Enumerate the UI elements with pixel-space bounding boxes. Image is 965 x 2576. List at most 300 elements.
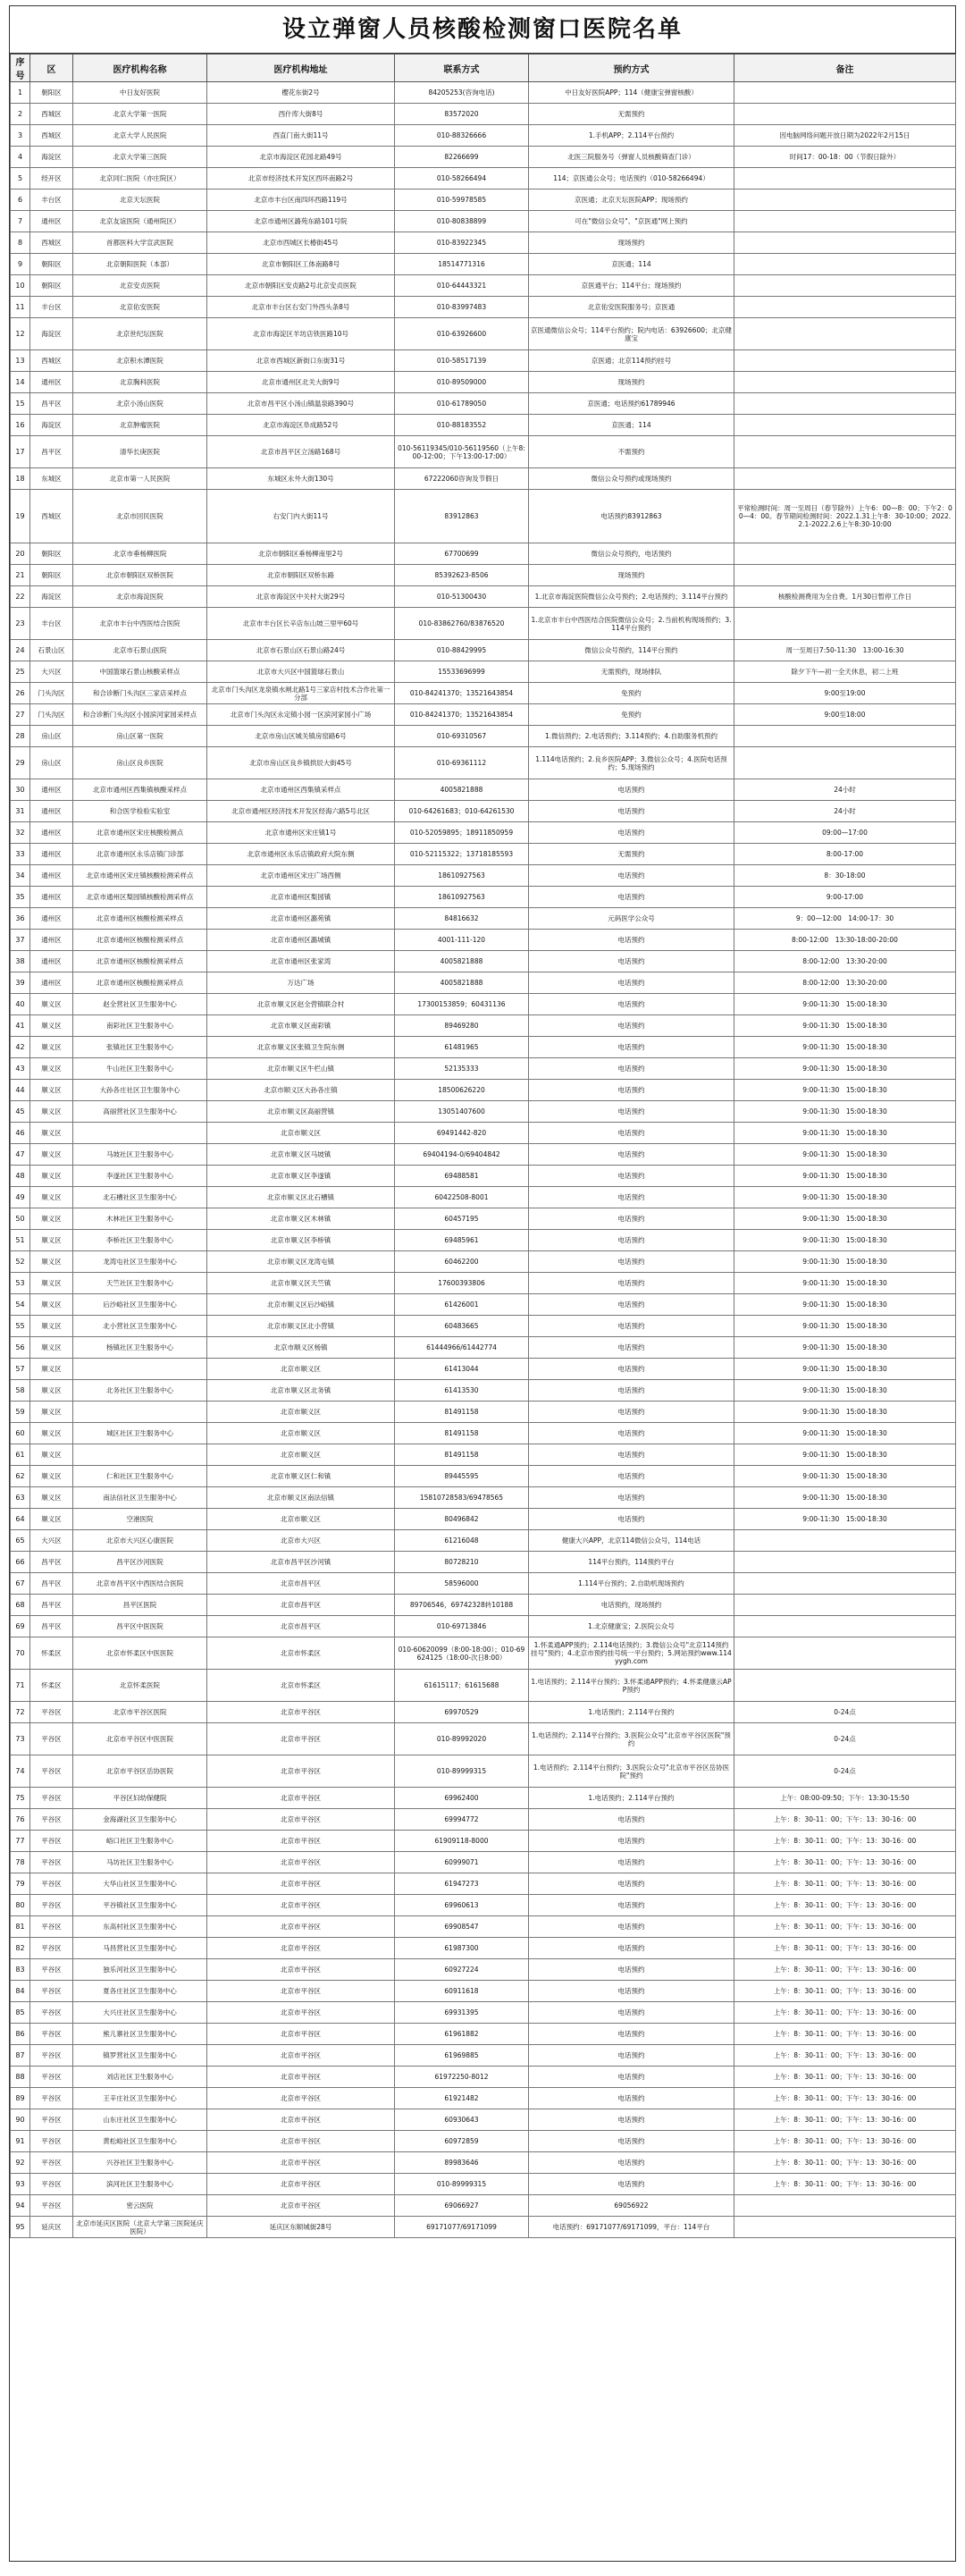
- row-index: 91: [11, 2131, 30, 2152]
- table-row: [11, 661, 956, 683]
- row-district: 平谷区: [30, 2109, 73, 2131]
- row-booking: 1.微信预约；2.电话预约；3.114预约；4.自助服务机预约: [529, 726, 734, 747]
- row-address: 北京市平谷区: [207, 1895, 395, 1916]
- table-row: [11, 1208, 956, 1230]
- row-booking: 电话预约: [529, 1959, 734, 1981]
- row-address: 北京市平谷区: [207, 2152, 395, 2174]
- row-address: 北京市通州区潞苑镇: [207, 908, 395, 930]
- row-index: 85: [11, 2002, 30, 2024]
- row-contact: 60911618: [395, 1981, 529, 2002]
- row-booking: 电话预约: [529, 1359, 734, 1380]
- row-notes: 8:00-12:00 13:30-18:00-20:00: [734, 930, 956, 951]
- row-district: 海淀区: [30, 586, 73, 608]
- row-booking: 现场预约: [529, 372, 734, 393]
- table-row: [11, 1616, 956, 1637]
- row-notes: [734, 543, 956, 565]
- row-booking: 免预约: [529, 683, 734, 704]
- row-booking: 免预约: [529, 704, 734, 726]
- row-institution: 北京市通州区宋庄核酸检测点: [73, 822, 207, 844]
- row-contact: 80496842: [395, 1509, 529, 1530]
- row-institution: 兴谷社区卫生服务中心: [73, 2152, 207, 2174]
- row-district: 平谷区: [30, 1916, 73, 1938]
- table-row: [11, 232, 956, 254]
- row-booking: 微信公众号预约，电话预约: [529, 543, 734, 565]
- row-index: 66: [11, 1552, 30, 1573]
- row-address: 北京市怀柔区: [207, 1637, 395, 1670]
- row-institution: 北京市平谷区岳协医院: [73, 1755, 207, 1788]
- table-row: [11, 779, 956, 801]
- row-booking: 电话预约: [529, 1466, 734, 1487]
- row-district: 昌平区: [30, 393, 73, 415]
- row-booking: 1.怀柔通APP预约；2.114电话预约；3.微信公众号"北京114预约挂号"预约；4.北京市预约挂号统一平台预约；5.网站预约www.114yygh.com: [529, 1637, 734, 1670]
- row-notes: [734, 232, 956, 254]
- row-address: 延庆区东顺城街28号: [207, 2217, 395, 2238]
- row-booking: 69056922: [529, 2195, 734, 2217]
- row-address: 北京市门头沟区龙泉镇水闸北路1号三家店村技术合作社第一分部: [207, 683, 395, 704]
- row-institution: 李桥社区卫生服务中心: [73, 1230, 207, 1251]
- row-address: 北京市平谷区: [207, 1702, 395, 1723]
- row-institution: 平谷镇社区卫生服务中心: [73, 1895, 207, 1916]
- row-booking: 电话预约: [529, 1187, 734, 1208]
- row-district: 西城区: [30, 232, 73, 254]
- table-row: [11, 586, 956, 608]
- row-index: 90: [11, 2109, 30, 2131]
- row-address: 北京市平谷区: [207, 1755, 395, 1788]
- row-index: 38: [11, 951, 30, 972]
- row-district: 昌平区: [30, 1573, 73, 1595]
- header-notes: 备注: [734, 55, 956, 82]
- row-address: 北京市通州区北关大街9号: [207, 372, 395, 393]
- row-notes: 8：30-18:00: [734, 865, 956, 887]
- table-row: [11, 972, 956, 994]
- row-contact: 61413044: [395, 1359, 529, 1380]
- row-index: 57: [11, 1359, 30, 1380]
- row-booking: 元码医学公众号: [529, 908, 734, 930]
- row-institution: 北小营社区卫生服务中心: [73, 1316, 207, 1337]
- row-notes: [734, 747, 956, 779]
- row-notes: 核酸检测费用为全自费。1月30日暂停工作日: [734, 586, 956, 608]
- row-address: 北京市平谷区: [207, 2131, 395, 2152]
- row-institution: 密云医院: [73, 2195, 207, 2217]
- row-district: 平谷区: [30, 1788, 73, 1809]
- row-notes: [734, 1595, 956, 1616]
- row-index: 50: [11, 1208, 30, 1230]
- table-row: [11, 2024, 956, 2045]
- row-institution: 北京怀柔医院: [73, 1670, 207, 1702]
- row-contact: 18610927563: [395, 865, 529, 887]
- row-district: 平谷区: [30, 1723, 73, 1755]
- row-contact: 69962400: [395, 1788, 529, 1809]
- row-index: 63: [11, 1487, 30, 1509]
- row-index: 84: [11, 1981, 30, 2002]
- row-institution: 北京市平谷区中医医院: [73, 1723, 207, 1755]
- row-index: 72: [11, 1702, 30, 1723]
- row-institution: 独乐河社区卫生服务中心: [73, 1959, 207, 1981]
- table-row: [11, 1337, 956, 1359]
- row-address: 北京市昌平区沙河镇: [207, 1552, 395, 1573]
- row-notes: 周一至周日7:50-11:30 13:00-16:30: [734, 640, 956, 661]
- row-institution: 北京市怀柔区中医医院: [73, 1637, 207, 1670]
- row-institution: 木林社区卫生服务中心: [73, 1208, 207, 1230]
- row-index: 7: [11, 211, 30, 232]
- header-index: 序号: [11, 55, 30, 82]
- table-row: [11, 1444, 956, 1466]
- row-institution: 龙湾屯社区卫生服务中心: [73, 1251, 207, 1273]
- row-contact: 83572020: [395, 104, 529, 125]
- row-index: 89: [11, 2088, 30, 2109]
- row-notes: [734, 726, 956, 747]
- row-booking: 电话预约: [529, 1916, 734, 1938]
- row-index: 58: [11, 1380, 30, 1402]
- row-booking: 电话预约: [529, 2002, 734, 2024]
- row-institution: 房山区良乡医院: [73, 747, 207, 779]
- row-district: 西城区: [30, 350, 73, 372]
- row-address: 北京市通州区梨园镇: [207, 887, 395, 908]
- row-district: 朝阳区: [30, 254, 73, 275]
- row-address: 北京市平谷区: [207, 1852, 395, 1873]
- row-index: 81: [11, 1916, 30, 1938]
- row-contact: 010-56119345/010-56119560（上午8:00-12:00；下午13:00-17:00）: [395, 436, 529, 468]
- row-booking: 微信公众号预约，114平台预约: [529, 640, 734, 661]
- row-address: 北京市平谷区: [207, 1809, 395, 1831]
- row-notes: [734, 168, 956, 189]
- row-address: 北京市顺义区南法信镇: [207, 1487, 395, 1509]
- row-institution: 昌平区中医医院: [73, 1616, 207, 1637]
- row-notes: 9:00-11:30 15:00-18:30: [734, 994, 956, 1015]
- row-index: 14: [11, 372, 30, 393]
- row-contact: 13051407600: [395, 1101, 529, 1123]
- row-address: 北京市海淀区花园北路49号: [207, 147, 395, 168]
- row-district: 平谷区: [30, 1959, 73, 1981]
- row-address: 北京市顺义区: [207, 1123, 395, 1144]
- row-institution: 北务社区卫生服务中心: [73, 1380, 207, 1402]
- row-contact: 84816632: [395, 908, 529, 930]
- row-institution: 北京市第一人民医院: [73, 468, 207, 490]
- row-institution: 北京大学人民医院: [73, 125, 207, 147]
- row-notes: 上午：8：30-11：00；下午：13：30-16：00: [734, 1852, 956, 1873]
- row-district: 房山区: [30, 747, 73, 779]
- row-institution: 昌平区医院: [73, 1595, 207, 1616]
- row-contact: 010-69713846: [395, 1616, 529, 1637]
- table-row: [11, 1230, 956, 1251]
- table-body: [11, 82, 956, 2238]
- row-address: 北京市大兴区中国篮球石景山: [207, 661, 395, 683]
- row-index: 69: [11, 1616, 30, 1637]
- row-booking: 114平台预约，114预约平台: [529, 1552, 734, 1573]
- table-row: [11, 1916, 956, 1938]
- table-row: [11, 350, 956, 372]
- table-row: [11, 1015, 956, 1037]
- row-booking: 京医通平台；114平台；现场预约: [529, 275, 734, 297]
- row-index: 61: [11, 1444, 30, 1466]
- row-contact: 69171077/69171099: [395, 2217, 529, 2238]
- row-notes: [734, 254, 956, 275]
- table-row: [11, 297, 956, 318]
- row-booking: 电话预约: [529, 1080, 734, 1101]
- row-district: 东城区: [30, 468, 73, 490]
- row-district: 丰台区: [30, 608, 73, 640]
- row-booking: 电话预约: [529, 2174, 734, 2195]
- row-index: 95: [11, 2217, 30, 2238]
- row-district: 通州区: [30, 908, 73, 930]
- row-notes: 9:00-11:30 15:00-18:30: [734, 1337, 956, 1359]
- row-district: 顺义区: [30, 1080, 73, 1101]
- row-district: 海淀区: [30, 318, 73, 350]
- row-booking: 1.电话预约；2.114平台预约；3.怀柔通APP预约；4.怀柔健康云APP预约: [529, 1670, 734, 1702]
- row-contact: 010-89992020: [395, 1723, 529, 1755]
- row-index: 13: [11, 350, 30, 372]
- table-row: [11, 1959, 956, 1981]
- row-institution: 清华长庚医院: [73, 436, 207, 468]
- row-booking: 1.北京健康宝；2.医院公众号: [529, 1616, 734, 1637]
- row-address: 北京市顺义区: [207, 1423, 395, 1444]
- row-index: 48: [11, 1166, 30, 1187]
- table-row: [11, 1723, 956, 1755]
- row-index: 67: [11, 1573, 30, 1595]
- table-row: [11, 1359, 956, 1380]
- row-district: 顺义区: [30, 1101, 73, 1123]
- row-notes: 9:00-11:30 15:00-18:30: [734, 1359, 956, 1380]
- row-district: 西城区: [30, 490, 73, 543]
- row-institution: 中国篮球石景山核酸采样点: [73, 661, 207, 683]
- row-institution: [73, 1444, 207, 1466]
- row-address: 西什库大街8号: [207, 104, 395, 125]
- row-index: 19: [11, 490, 30, 543]
- row-index: 62: [11, 1466, 30, 1487]
- row-notes: 09:00—17:00: [734, 822, 956, 844]
- table-row: [11, 747, 956, 779]
- table-row: [11, 189, 956, 211]
- row-institution: 北京市延庆区医院（北京大学第三医院延庆医院）: [73, 2217, 207, 2238]
- table-row: [11, 822, 956, 844]
- row-notes: 0-24点: [734, 1702, 956, 1723]
- row-address: 北京市平谷区: [207, 1916, 395, 1938]
- row-index: 45: [11, 1101, 30, 1123]
- row-notes: 上午：8：30-11：00；下午：13：30-16：00: [734, 1981, 956, 2002]
- row-district: 顺义区: [30, 1402, 73, 1423]
- row-district: 平谷区: [30, 1938, 73, 1959]
- row-notes: 9:00-11:30 15:00-18:30: [734, 1402, 956, 1423]
- table-row: [11, 490, 956, 543]
- row-booking: 电话预约: [529, 1251, 734, 1273]
- row-institution: 北京积水潭医院: [73, 350, 207, 372]
- row-address: 北京市平谷区: [207, 1873, 395, 1895]
- row-district: 平谷区: [30, 2131, 73, 2152]
- row-index: 52: [11, 1251, 30, 1273]
- row-notes: 除夕下午—初一全天休息，初二上班: [734, 661, 956, 683]
- row-notes: [734, 297, 956, 318]
- row-booking: 电话预约，现场预约: [529, 1595, 734, 1616]
- row-notes: 9：00—12:00 14:00-17：30: [734, 908, 956, 930]
- row-contact: 61969885: [395, 2045, 529, 2067]
- row-address: 东城区永外大街130号: [207, 468, 395, 490]
- row-booking: 电话预约: [529, 1380, 734, 1402]
- table-row: [11, 1316, 956, 1337]
- row-notes: 上午：08:00-09:50；下午：13:30-15:50: [734, 1788, 956, 1809]
- row-notes: 9:00-11:30 15:00-18:30: [734, 1080, 956, 1101]
- row-contact: 69908547: [395, 1916, 529, 1938]
- table-row: [11, 844, 956, 865]
- row-index: 41: [11, 1015, 30, 1037]
- row-contact: 010-83922345: [395, 232, 529, 254]
- row-index: 10: [11, 275, 30, 297]
- row-address: 北京市顺义区赵全营镇联合村: [207, 994, 395, 1015]
- row-booking: 无需预约: [529, 844, 734, 865]
- row-index: 23: [11, 608, 30, 640]
- row-index: 78: [11, 1852, 30, 1873]
- row-booking: 电话预约: [529, 1294, 734, 1316]
- row-institution: 北京大学第三医院: [73, 147, 207, 168]
- table-row: [11, 930, 956, 951]
- row-booking: 健康大兴APP，北京114微信公众号，114电话: [529, 1530, 734, 1552]
- row-institution: 夏各庄社区卫生服务中心: [73, 1981, 207, 2002]
- row-contact: 83912863: [395, 490, 529, 543]
- document-sheet: [9, 5, 956, 2562]
- row-district: 顺义区: [30, 1144, 73, 1166]
- row-address: 北京市丰台区右安门外西头条8号: [207, 297, 395, 318]
- row-contact: 81491158: [395, 1423, 529, 1444]
- row-district: 通州区: [30, 972, 73, 994]
- row-index: 1: [11, 82, 30, 104]
- table-row: [11, 887, 956, 908]
- row-address: 北京市平谷区: [207, 1788, 395, 1809]
- row-index: 60: [11, 1423, 30, 1444]
- row-index: 65: [11, 1530, 30, 1552]
- row-district: 平谷区: [30, 2045, 73, 2067]
- row-district: 丰台区: [30, 189, 73, 211]
- row-address: 北京市平谷区: [207, 1938, 395, 1959]
- row-index: 92: [11, 2152, 30, 2174]
- row-booking: 114；京医通公众号；电话预约（010-58266494）: [529, 168, 734, 189]
- table-row: [11, 468, 956, 490]
- row-address: 北京市顺义区仁和镇: [207, 1466, 395, 1487]
- row-contact: 18514771316: [395, 254, 529, 275]
- row-institution: 房山区第一医院: [73, 726, 207, 747]
- row-institution: 赵全营社区卫生服务中心: [73, 994, 207, 1015]
- row-district: 西城区: [30, 125, 73, 147]
- row-booking: 电话预约: [529, 951, 734, 972]
- row-institution: 北京市回民医院: [73, 490, 207, 543]
- row-address: 北京市大兴区: [207, 1530, 395, 1552]
- row-district: 通州区: [30, 801, 73, 822]
- row-notes: [734, 211, 956, 232]
- row-institution: 北京市海淀医院: [73, 586, 207, 608]
- row-booking: 电话预约83912863: [529, 490, 734, 543]
- row-address: 北京市顺义区: [207, 1402, 395, 1423]
- table-row: [11, 1938, 956, 1959]
- row-index: 80: [11, 1895, 30, 1916]
- header-booking: 预约方式: [529, 55, 734, 82]
- row-notes: [734, 1616, 956, 1637]
- row-index: 82: [11, 1938, 30, 1959]
- row-index: 86: [11, 2024, 30, 2045]
- row-contact: 69491442-820: [395, 1123, 529, 1144]
- row-notes: [734, 372, 956, 393]
- row-booking: 电话预约: [529, 887, 734, 908]
- row-district: 通州区: [30, 779, 73, 801]
- row-address: 北京市通州区宋庄镇1号: [207, 822, 395, 844]
- row-index: 2: [11, 104, 30, 125]
- header-district: 区: [30, 55, 73, 82]
- row-booking: 京医通；北京天坛医院APP；现场预约: [529, 189, 734, 211]
- row-institution: 镇罗营社区卫生服务中心: [73, 2045, 207, 2067]
- row-institution: 北京市大兴区心康医院: [73, 1530, 207, 1552]
- row-contact: 61426001: [395, 1294, 529, 1316]
- row-notes: [734, 1552, 956, 1573]
- row-contact: 010-89999315: [395, 2174, 529, 2195]
- row-notes: 9:00-11:30 15:00-18:30: [734, 1144, 956, 1166]
- row-booking: 电话预约: [529, 1981, 734, 2002]
- row-address: 北京市平谷区: [207, 1981, 395, 2002]
- row-district: 平谷区: [30, 2195, 73, 2217]
- row-booking: 电话预约: [529, 801, 734, 822]
- row-booking: 北京佑安医院服务号；京医通: [529, 297, 734, 318]
- row-contact: 010-52059895；18911850959: [395, 822, 529, 844]
- row-address: 北京市平谷区: [207, 2045, 395, 2067]
- row-institution: 大华山社区卫生服务中心: [73, 1873, 207, 1895]
- row-index: 94: [11, 2195, 30, 2217]
- row-index: 18: [11, 468, 30, 490]
- table-row: [11, 1294, 956, 1316]
- row-address: 北京市顺义区高丽营镇: [207, 1101, 395, 1123]
- row-notes: 9:00-11:30 15:00-18:30: [734, 1423, 956, 1444]
- table-row: [11, 1466, 956, 1487]
- row-contact: 4005821888: [395, 951, 529, 972]
- row-notes: 9:00-11:30 15:00-18:30: [734, 1294, 956, 1316]
- table-row: [11, 1058, 956, 1080]
- row-institution: 刘店社区卫生服务中心: [73, 2067, 207, 2088]
- row-booking: 可在"微信公众号"、"京医通"网上预约: [529, 211, 734, 232]
- row-notes: 上午：8：30-11：00；下午：13：30-16：00: [734, 1873, 956, 1895]
- row-district: 平谷区: [30, 1755, 73, 1788]
- row-booking: 1.电话预约；2.114平台预约: [529, 1788, 734, 1809]
- table-row: [11, 1788, 956, 1809]
- row-institution: 北京肿瘤医院: [73, 415, 207, 436]
- row-contact: 61413530: [395, 1380, 529, 1402]
- row-contact: 61987300: [395, 1938, 529, 1959]
- row-institution: 北京市昌平区中西医结合医院: [73, 1573, 207, 1595]
- table-row: [11, 2109, 956, 2131]
- row-notes: 9:00至18:00: [734, 704, 956, 726]
- row-notes: [734, 350, 956, 372]
- row-address: 北京市顺义区牛栏山镇: [207, 1058, 395, 1080]
- row-district: 平谷区: [30, 2152, 73, 2174]
- row-booking: 电话预约: [529, 1809, 734, 1831]
- table-row: [11, 1509, 956, 1530]
- row-contact: 89445595: [395, 1466, 529, 1487]
- table-row: [11, 1809, 956, 1831]
- row-institution: 北京友谊医院（通州院区）: [73, 211, 207, 232]
- row-contact: 60999071: [395, 1852, 529, 1873]
- row-district: 顺义区: [30, 1208, 73, 1230]
- row-booking: 京医通；电话预约61789946: [529, 393, 734, 415]
- row-institution: 北京安贞医院: [73, 275, 207, 297]
- row-address: 北京市顺义区北小营镇: [207, 1316, 395, 1337]
- row-district: 顺义区: [30, 1273, 73, 1294]
- row-address: 北京市丰台区长辛店东山坡三里甲60号: [207, 608, 395, 640]
- row-contact: 61444966/61442774: [395, 1337, 529, 1359]
- row-booking: 电话预约: [529, 1509, 734, 1530]
- row-notes: 9:00-11:30 15:00-18:30: [734, 1123, 956, 1144]
- row-address: 北京市海淀区中关村大街29号: [207, 586, 395, 608]
- row-notes: [734, 1637, 956, 1670]
- row-notes: [734, 468, 956, 490]
- row-index: 6: [11, 189, 30, 211]
- row-notes: 上午：8：30-11：00；下午：13：30-16：00: [734, 1809, 956, 1831]
- row-institution: 中日友好医院: [73, 82, 207, 104]
- row-notes: [734, 189, 956, 211]
- table-row: [11, 704, 956, 726]
